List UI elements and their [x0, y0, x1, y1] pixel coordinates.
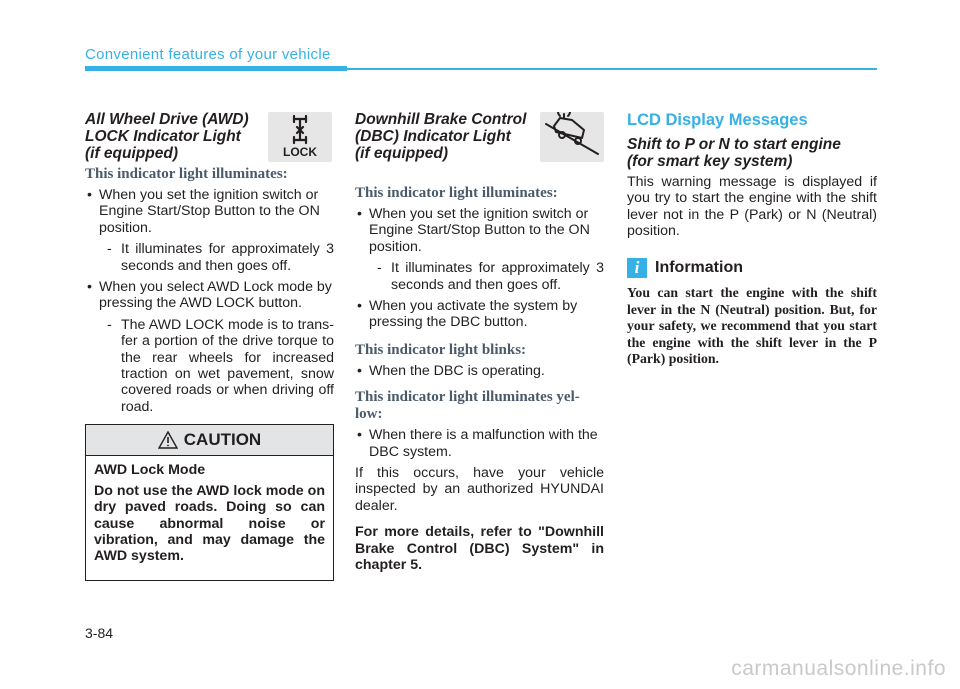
list-item: • When you activate the system by pressing the DBC button. — [355, 298, 604, 331]
info-icon: i — [627, 258, 647, 278]
dbc-blinks-heading: This indicator light blinks: — [355, 341, 527, 358]
downhill-car-icon — [540, 112, 604, 162]
dbc-bullet-list-1 — [355, 206, 604, 331]
lcd-sub-line-2: (for smart key system) — [627, 153, 793, 170]
caution-title: CAUTION — [183, 430, 262, 449]
lcd-paragraph: This warning message is displayed if you try to start the engine with the shift lever not in the P (Park) or N (Neutral) position. — [627, 174, 877, 240]
list-sub-item: - It illuminates for approximately 3 seconds and then goes off. — [99, 241, 334, 274]
information-text: You can start the engine with the shift lever in the N (Neutral) position. But, for your safety, we recommend that you start the engine with the shift lever in the P (Park) position. — [627, 285, 877, 367]
information-title: Information — [655, 259, 743, 276]
list-item: • When you select AWD Lock mode by pressing the AWD LOCK button. - The AWD LOCK mode is to trans- fer a portion of the drive torque to the rear wheels for increased traction on wet pavement, snow covered roads or when driving off road. — [85, 279, 334, 415]
dbc-dealer-paragraph: If this occurs, have your vehicle inspected by an authorized HYUNDAI dealer. — [355, 465, 604, 514]
lcd-subheading — [627, 136, 877, 170]
dbc-bullet-list-3 — [355, 427, 604, 460]
lcd-sub-line-1: Shift to P or N to start engine — [627, 136, 841, 153]
caution-content — [86, 456, 333, 564]
header-rule — [347, 68, 877, 70]
dbc-title-line-3: (if equipped) — [355, 145, 448, 162]
caution-box — [85, 424, 334, 581]
list-sub-item: - The AWD LOCK mode is to trans- fer a portion of the drive torque to the rear wheels for increased traction on wet pavement, snow covered roads or when driving off road. — [99, 317, 334, 415]
list-item: • When you set the ignition switch or Engine Start/Stop Button to the ON position. - It illuminates for approximately 3 seconds and then goes off. — [355, 206, 604, 293]
awd-title-line-3: (if equipped) — [85, 145, 178, 162]
dbc-indicator-icon — [540, 112, 604, 162]
awd-bullet-list — [85, 187, 334, 415]
dbc-yellow-heading: This indicator light illuminates yel- low: — [355, 389, 580, 423]
dbc-section — [355, 185, 604, 574]
dbc-reference-paragraph: For more details, refer to "Downhill Brake Control (DBC) System" in chapter 5. — [355, 524, 604, 574]
dbc-heading — [355, 111, 545, 162]
awd-title-line-2: LOCK Indicator Light — [85, 128, 241, 145]
dbc-illuminates-heading: This indicator light illuminates: — [355, 185, 558, 201]
dbc-bullet-list-2 — [355, 363, 604, 379]
caution-header — [86, 425, 333, 456]
awd-illuminates-heading: This indicator light illuminates: — [85, 166, 288, 182]
header-accent-bar — [85, 66, 347, 71]
caution-heading: AWD Lock Mode — [94, 462, 206, 478]
dbc-title-line-2: (DBC) Indicator Light — [355, 128, 511, 145]
caution-text: Do not use the AWD lock mode on dry paved roads. Doing so can cause abnormal noise or vibration, and may damage the AWD system. — [94, 483, 325, 565]
section-title: Convenient features of your vehicle — [85, 46, 331, 63]
page-number: 3-84 — [85, 625, 114, 641]
awd-heading — [85, 111, 265, 162]
warning-triangle-icon — [158, 431, 178, 449]
watermark: carmanualsonline.info — [731, 657, 946, 680]
list-item: • When you set the ignition switch or Engine Start/Stop Button to the ON position. - It illuminates for approximately 3 seconds and then goes off. — [85, 187, 334, 274]
list-sub-item: - It illuminates for approximately 3 seconds and then goes off. — [369, 260, 604, 293]
lcd-section-title: LCD Display Messages — [627, 111, 808, 129]
list-item: • When the DBC is operating. — [355, 363, 604, 379]
awd-title-line-1: All Wheel Drive (AWD) — [85, 111, 249, 128]
awd-section — [85, 166, 334, 415]
awd-lock-indicator-icon — [268, 112, 332, 162]
dbc-title-line-1: Downhill Brake Control — [355, 111, 527, 128]
list-item: • When there is a malfunction with the DBC system. — [355, 427, 604, 460]
awd-icon-label: LOCK — [283, 145, 317, 159]
information-header — [627, 258, 743, 278]
